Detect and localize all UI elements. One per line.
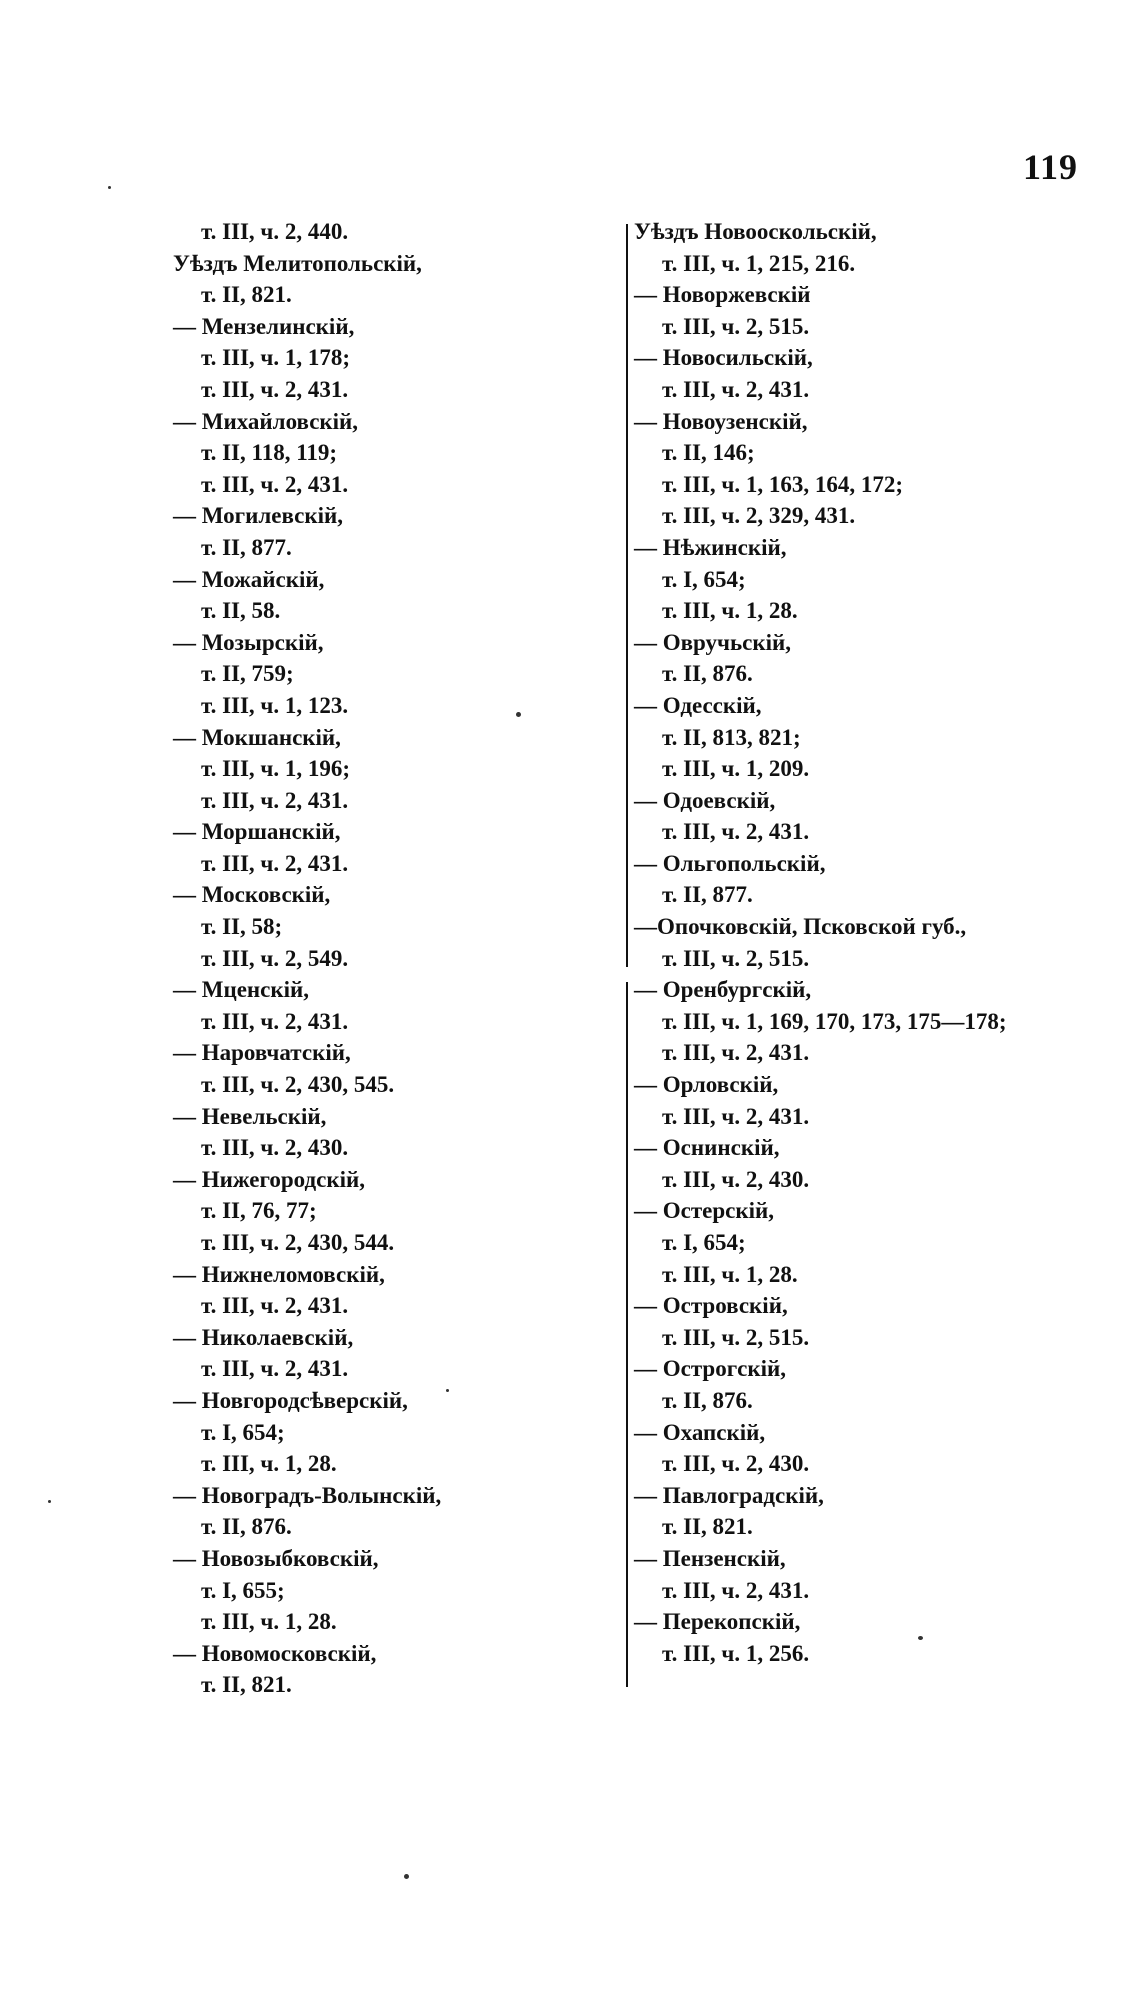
index-reference: т. I, 654; xyxy=(662,1230,746,1255)
index-entry: — Нижнеломовскій, xyxy=(173,1261,385,1287)
index-reference: т. III, ч. 1, 169, 170, 173, 175—178; xyxy=(662,1008,1007,1034)
index-reference: т. III, ч. 2, 431. xyxy=(662,1040,810,1066)
index-entry: — Моршанскій, xyxy=(173,819,341,845)
index-entry: — Оснинскій, xyxy=(634,1135,780,1161)
index-reference: т. III, ч. 2, 515. xyxy=(662,1324,810,1350)
index-entry: Уѣздъ Новооскольскій, xyxy=(634,219,877,244)
index-entry: — Новоградъ-Волынскій, xyxy=(173,1482,442,1508)
index-entry: — Перекопскій, xyxy=(634,1609,801,1635)
print-speck xyxy=(918,1636,923,1640)
index-reference: т. III, ч. 1, 256. xyxy=(662,1640,810,1666)
index-entry: — Новоржевскій xyxy=(634,282,811,308)
index-reference: т. III, ч. 2, 431. xyxy=(201,1293,349,1319)
index-entry: — Одесскій, xyxy=(634,692,762,718)
column-divider-upper xyxy=(626,224,628,967)
index-reference: т. III, ч. 2, 549. xyxy=(201,945,349,971)
index-reference: т. III, ч. 2, 431. xyxy=(662,376,810,402)
index-column-right xyxy=(634,216,1114,1669)
index-reference: т. III, ч. 2, 431. xyxy=(201,376,349,402)
index-reference: т. III, ч. 2, 430. xyxy=(662,1451,810,1477)
index-reference: т. II, 876. xyxy=(662,661,753,687)
index-reference: т. III, ч. 2, 431. xyxy=(201,1008,349,1034)
index-reference: т. III, ч. 1, 123. xyxy=(201,692,349,718)
index-entry: — Павлоградскій, xyxy=(634,1482,824,1508)
index-entry: — Михайловскій, xyxy=(173,408,359,434)
index-reference: т. III, ч. 2, 431. xyxy=(662,819,810,845)
index-reference: т. I, 654; xyxy=(201,1419,285,1445)
index-reference: т. II, 877. xyxy=(662,882,753,908)
index-entry: — Мценскій, xyxy=(173,977,310,1003)
index-reference: т. III, ч. 1, 163, 164, 172; xyxy=(662,471,904,497)
index-entry: — Мензелинскій, xyxy=(173,313,355,339)
index-entry: — Ольгопольскій, xyxy=(634,850,826,876)
index-reference: т. III, ч. 2, 440. xyxy=(201,219,349,244)
index-entry: — Одоевскій, xyxy=(634,787,776,813)
index-reference: т. II, 146; xyxy=(662,440,755,466)
index-reference: т. III, ч. 1, 28. xyxy=(662,1261,798,1287)
index-entry: — Остерскій, xyxy=(634,1198,774,1224)
index-entry: — Нижегородскій, xyxy=(173,1166,365,1192)
index-entry: — Новгородсѣверскій, xyxy=(173,1387,408,1413)
index-reference: т. II, 76, 77; xyxy=(201,1198,317,1224)
index-reference: т. II, 118, 119; xyxy=(201,440,338,466)
index-reference: т. III, ч. 1, 28. xyxy=(662,598,798,624)
page-number: 119 xyxy=(1022,147,1078,187)
index-reference: т. III, ч. 2, 515. xyxy=(662,313,810,339)
index-reference: т. III, ч. 1, 178; xyxy=(201,345,351,371)
index-entry: —Опочковскій, Псковской губ., xyxy=(634,914,967,940)
column-divider-lower xyxy=(626,982,628,1687)
index-reference: т. III, ч. 1, 28. xyxy=(201,1451,337,1477)
index-reference: т. II, 876. xyxy=(662,1387,753,1413)
print-speck xyxy=(446,1389,449,1392)
index-entry: — Николаевскій, xyxy=(173,1324,354,1350)
index-reference: т. I, 654; xyxy=(662,566,746,592)
index-entry: — Острогскій, xyxy=(634,1356,787,1382)
index-reference: т. II, 877. xyxy=(201,534,292,560)
index-reference: т. III, ч. 1, 209. xyxy=(662,756,810,782)
index-reference: т. III, ч. 1, 196; xyxy=(201,756,351,782)
index-reference: т. III, ч. 2, 515. xyxy=(662,945,810,971)
index-reference: т. III, ч. 1, 215, 216. xyxy=(662,250,856,276)
index-entry: — Могилевскій, xyxy=(173,503,344,529)
index-reference: т. III, ч. 2, 430. xyxy=(662,1166,810,1192)
index-entry: — Нѣжинскій, xyxy=(634,534,787,560)
index-entry: — Охапскій, xyxy=(634,1419,766,1445)
index-reference: т. III, ч. 2, 431. xyxy=(201,787,349,813)
print-speck xyxy=(108,186,111,189)
index-reference: т. II, 821. xyxy=(201,282,292,308)
index-reference: т. I, 655; xyxy=(201,1577,285,1603)
index-reference: т. III, ч. 2, 329, 431. xyxy=(662,503,856,529)
index-reference: т. III, ч. 2, 430. xyxy=(201,1135,349,1161)
index-entry: — Овручьскій, xyxy=(634,629,792,655)
index-entry: — Можайскій, xyxy=(173,566,325,592)
index-entry: — Мокшанскій, xyxy=(173,724,341,750)
index-entry: — Новозыбковскій, xyxy=(173,1545,379,1571)
index-entry: Уѣздъ Мелитопольскій, xyxy=(173,250,422,276)
index-entry: — Невельскій, xyxy=(173,1103,327,1129)
index-reference: т. III, ч. 2, 431. xyxy=(201,1356,349,1382)
index-entry: — Московскій, xyxy=(173,882,331,908)
print-speck xyxy=(404,1874,409,1879)
index-entry: — Новосильскій, xyxy=(634,345,813,371)
index-column-left xyxy=(173,216,593,1701)
index-entry: — Новоузенскій, xyxy=(634,408,808,434)
index-entry: — Оренбургскій, xyxy=(634,977,812,1003)
index-entry: — Пензенскій, xyxy=(634,1545,786,1571)
index-reference: т. II, 759; xyxy=(201,661,294,687)
index-entry: — Наровчатскій, xyxy=(173,1040,351,1066)
index-entry: — Новомосковскій, xyxy=(173,1640,377,1666)
index-reference: т. III, ч. 2, 431. xyxy=(201,850,349,876)
print-speck xyxy=(516,712,521,717)
index-entry: — Островскій, xyxy=(634,1293,788,1319)
index-reference: т. III, ч. 2, 431. xyxy=(201,471,349,497)
index-reference: т. II, 876. xyxy=(201,1514,292,1540)
index-reference: т. III, ч. 1, 28. xyxy=(201,1609,337,1635)
index-reference: т. II, 58. xyxy=(201,598,281,624)
print-speck xyxy=(48,1500,51,1503)
index-reference: т. II, 821. xyxy=(201,1672,292,1698)
index-reference: т. II, 821. xyxy=(662,1514,753,1540)
index-entry: — Орловскій, xyxy=(634,1072,779,1098)
index-entry: — Мозырскій, xyxy=(173,629,324,655)
index-reference: т. III, ч. 2, 430, 545. xyxy=(201,1072,395,1098)
index-reference: т. III, ч. 2, 431. xyxy=(662,1577,810,1603)
index-reference: т. III, ч. 2, 431. xyxy=(662,1103,810,1129)
index-reference: т. II, 58; xyxy=(201,914,283,940)
index-reference: т. II, 813, 821; xyxy=(662,724,801,750)
index-reference: т. III, ч. 2, 430, 544. xyxy=(201,1230,395,1255)
